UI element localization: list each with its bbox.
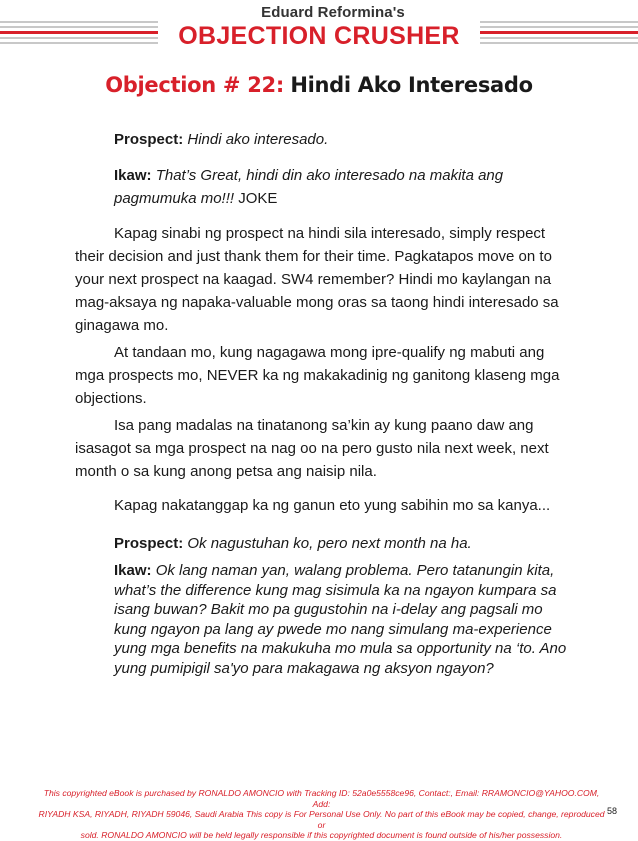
dialog1-ikaw: Ikaw: That’s Great, hindi din ako interesado na makita ang pagmumuka mo!!! JOKE [114,167,504,207]
objection-title: Hindi Ako Interesado [290,73,533,97]
brand-logo-text: OBJECTION CRUSHER [178,22,460,50]
author-name: Eduard Reformina's [261,4,405,21]
page-number: 58 [607,806,618,816]
dialog2-ikaw: Ikaw: Ok lang naman yan, walang problema. Pero tatanungin kita, what’s the difference kung mag sisimula ka na ngayon kumpara sa isang buwan? Bakit mo pa gugustohin na i-delay ang pagsali mo kung ngayon pa lang ay pwede mo nang simulang ma-experience yung mga benefits na makukuha mo mula sa opportunity na ‘to. Ano yung pumipigil sa'yo para makagawa ng aksyon ngayon? [114,562,567,677]
header-stripes-right [480,19,638,47]
copyright-footer: This copyrighted eBook is purchased by RONALDO AMONCIO with Tracking ID: 52a0e5558ce96, Contact:, Email: RRAMONCIO@YAHOO.COM, Add: RIYADH KSA, RIYADH, RIYADH 59046, Saudi Arabia This copy is For Personal Use Only. No part of this eBook may be copied, change, reproduced or sold. RONALDO AMONCIO will be held legally responsible if this copyrighted document is found outside of his/her possession. [38,788,605,841]
header-stripes-left [0,19,158,47]
page-header [0,0,638,56]
objection-number: Objection # 22: [105,73,284,97]
dialog2-prospect: Prospect: Ok nagustuhan ko, pero next month na ha. [114,535,472,552]
page-title [0,73,638,97]
paragraph-2: At tandaan mo, kung nagagawa mong ipre-qualify ng mabuti ang mga prospects mo, NEVER ka ng makakadinig ng ganitong klaseng mga objections. [75,344,560,407]
paragraph-3: Isa pang madalas na tinatanong sa’kin ay kung paano daw ang isasagot sa mga prospect na nag oo na pero gusto nila next week, next month o sa kung anong petsa ang naisip nila. [75,417,549,480]
paragraph-1: Kapag sinabi ng prospect na hindi sila interesado, simply respect their decision and just thank them for their time. Pagkatapos move on to your next prospect na kaagad. SW4 remember? Hindi mo kaylangan na mag-aksaya ng napaka-valuable mong oras sa taong hindi interesado sa ginagawa mo. [75,225,559,334]
paragraph-4: Kapag nakatanggap ka ng ganun eto yung sabihin mo sa kanya... [114,497,551,514]
dialog1-prospect: Prospect: Hindi ako interesado. [114,131,329,148]
